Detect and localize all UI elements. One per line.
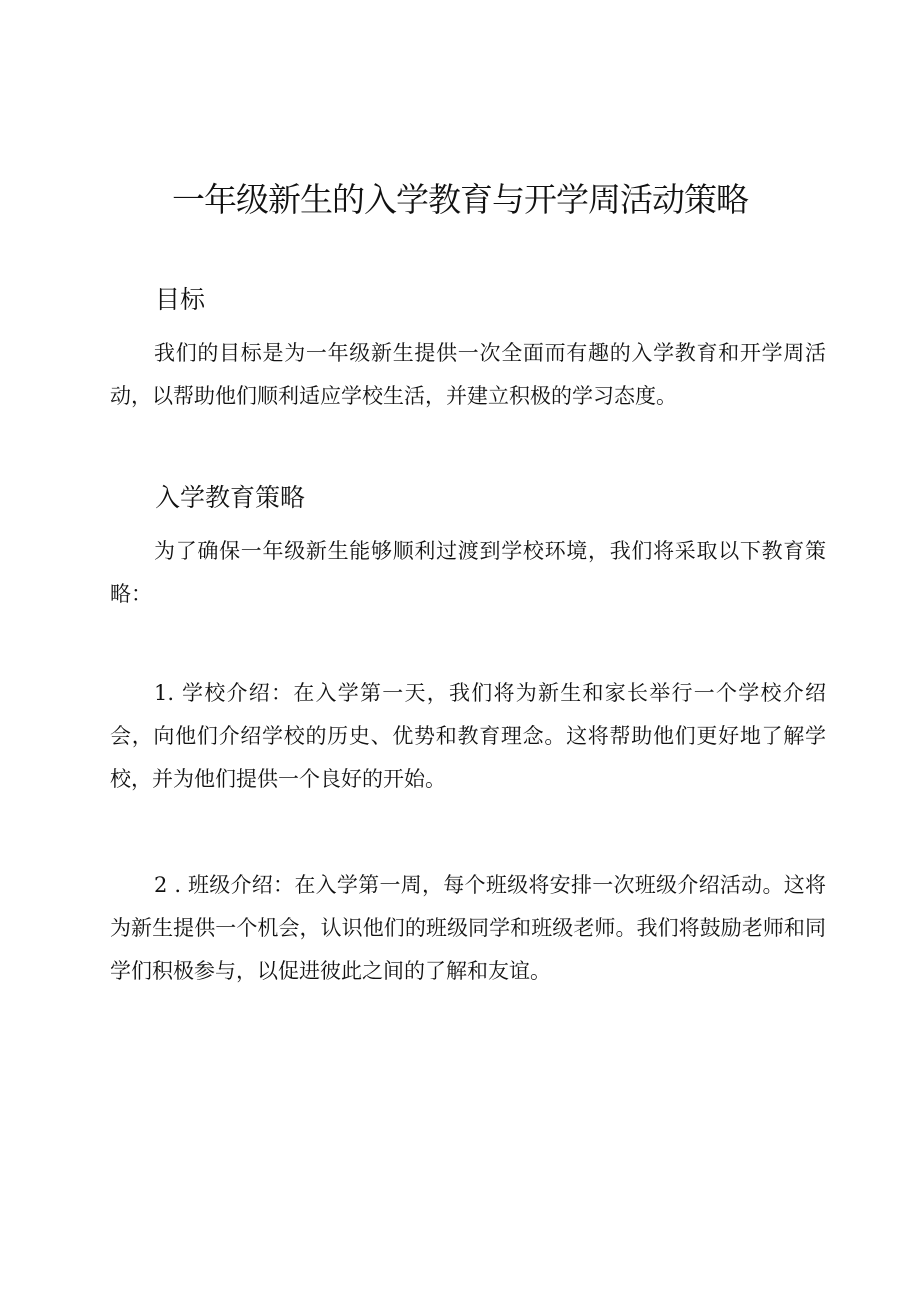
strategy-intro-paragraph: 为了确保一年级新生能够顺利过渡到学校环境，我们将采取以下教育策略： [110,539,826,606]
strategy-item-school-intro: 1. 学校介绍：在入学第一天，我们将为新生和家长举行一个学校介绍会，向他们介绍学校的历史、优势和教育理念。这将帮助他们更好地了解学校，并为他们提供一个良好的开始。 [110,681,826,791]
goal-paragraph: 我们的目标是为一年级新生提供一次全面而有趣的入学教育和开学周活动，以帮助他们顺利适应学校生活，并建立积极的学习态度。 [110,341,826,408]
section-heading-strategy: 入学教育策略 [155,483,306,512]
section-heading-goal: 目标 [155,285,206,314]
document-title: 一年级新生的入学教育与开学周活动策略 [172,180,748,219]
strategy-item-class-intro: 2 . 班级介绍：在入学第一周，每个班级将安排一次班级介绍活动。这将为新生提供一个机会，认识他们的班级同学和班级老师。我们将鼓励老师和同学们积极参与，以促进彼此之间的了解和友谊。 [110,873,826,983]
